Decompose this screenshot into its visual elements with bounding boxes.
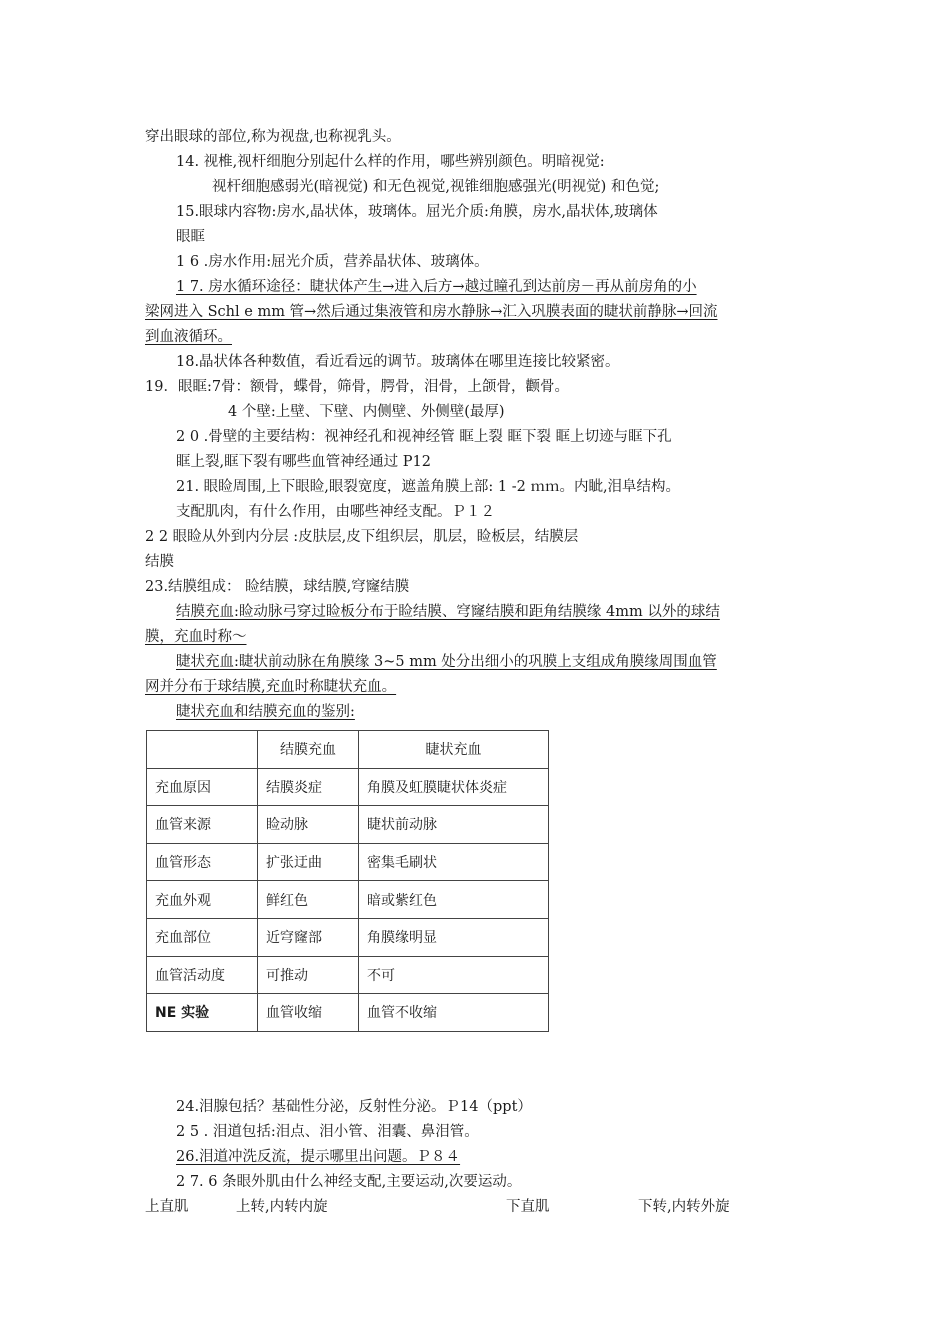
table-cell: 血管来源 — [147, 806, 258, 844]
table-row — [147, 806, 549, 844]
text-line: 4 个壁:上壁、下壁、内侧壁、外侧壁(最厚) — [228, 404, 505, 420]
comparison-table — [146, 730, 549, 1032]
table-header-cell: 结膜充血 — [258, 731, 359, 769]
text-line: 18.晶状体各种数值，看近看远的调节。玻璃体在哪里连接比较紧密。 — [176, 354, 620, 370]
table-cell: 血管收缩 — [258, 994, 359, 1032]
table-cell: 暗或紫红色 — [359, 881, 549, 919]
muscle-action: 上转,内转内旋 — [236, 1199, 328, 1215]
text-line: 14. 视椎,视杆细胞分别起什么样的作用，哪些辨别颜色。明暗视觉: — [176, 154, 605, 170]
table-cell: 血管形态 — [147, 843, 258, 881]
table-cell: 睑动脉 — [258, 806, 359, 844]
table-cell: 睫状前动脉 — [359, 806, 549, 844]
text-line: 网并分布于球结膜,充血时称睫状充血。 — [145, 679, 397, 695]
table-cell: 密集毛刷状 — [359, 843, 549, 881]
text-line: 穿出眼球的部位,称为视盘,也称视乳头。 — [145, 129, 401, 145]
text-line: 睫状充血和结膜充血的鉴别: — [176, 704, 355, 720]
muscle-name: 下直肌 — [506, 1199, 550, 1215]
table-cell: NE 实验 — [147, 994, 258, 1032]
muscle-action: 下转,内转外旋 — [638, 1199, 730, 1215]
text-line: 1 7. 房水循环途径：睫状体产生→进入后方→越过瞳孔到达前房－再从前房角的小 — [176, 279, 697, 295]
text-line: 23.结膜组成： 睑结膜，球结膜,穹窿结膜 — [145, 579, 410, 595]
text-line: 2 7. 6 条眼外肌由什么神经支配,主要运动,次要运动。 — [176, 1174, 522, 1190]
text-line: 19．眼眶:7骨：额骨，蝶骨，筛骨，腭骨，泪骨，上颌骨，颧骨。 — [145, 379, 570, 395]
text-line: 眶上裂,眶下裂有哪些血管神经通过 P12 — [176, 454, 431, 470]
text-line: 支配肌肉，有什么作用，由哪些神经支配。Ｐ１２ — [176, 504, 495, 520]
muscle-name: 上直肌 — [145, 1199, 189, 1215]
table-row — [147, 881, 549, 919]
table-cell: 不可 — [359, 956, 549, 994]
table-header-row — [147, 731, 549, 769]
table-cell: 充血原因 — [147, 768, 258, 806]
table-cell: 结膜炎症 — [258, 768, 359, 806]
table-cell: 血管活动度 — [147, 956, 258, 994]
text-line: 15.眼球内容物:房水,晶状体，玻璃体。屈光介质:角膜，房水,晶状体,玻璃体 — [176, 204, 658, 220]
table-cell: 近穹窿部 — [258, 918, 359, 956]
text-line: 膜，充血时称～ — [145, 629, 247, 645]
table-row — [147, 956, 549, 994]
table-cell: 充血部位 — [147, 918, 258, 956]
table-header-cell: 睫状充血 — [359, 731, 549, 769]
text-line: 2 2 眼睑从外到内分层 :皮肤层,皮下组织层，肌层，睑板层，结膜层 — [145, 529, 579, 545]
table-cell: 鲜红色 — [258, 881, 359, 919]
table-cell: 充血外观 — [147, 881, 258, 919]
table-cell: 扩张迂曲 — [258, 843, 359, 881]
table-row — [147, 994, 549, 1032]
text-line: 1 6 .房水作用:屈光介质，营养晶状体、玻璃体。 — [176, 254, 489, 270]
table-cell: 血管不收缩 — [359, 994, 549, 1032]
table-header-cell — [147, 731, 258, 769]
text-line: 21. 眼睑周围,上下眼睑,眼裂宽度，遮盖角膜上部: 1 -2 ｍｍ。内眦,泪阜结构。 — [176, 479, 681, 495]
text-line: 26.泪道冲洗反流，提示哪里出问题。Ｐ８４ — [176, 1149, 461, 1165]
table-row — [147, 918, 549, 956]
table-cell: 可推动 — [258, 956, 359, 994]
text-line: 24.泪腺包括？基础性分泌，反射性分泌。Ｐ14（ppt） — [176, 1099, 532, 1115]
text-line: 视杆细胞感弱光(暗视觉) 和无色视觉,视锥细胞感强光(明视觉) 和色觉; — [212, 179, 660, 195]
table-cell: 角膜缘明显 — [359, 918, 549, 956]
table-row — [147, 843, 549, 881]
text-line: 结膜充血:睑动脉弓穿过睑板分布于睑结膜、穹窿结膜和距角结膜缘 4mm 以外的球结 — [176, 604, 720, 620]
text-line: 结膜 — [145, 554, 174, 570]
text-line: 梁网进入 Schl e mm 管→然后通过集液管和房水静脉→汇入巩膜表面的睫状前静脉→回流 — [145, 304, 718, 320]
text-line: 2 0 .骨壁的主要结构：视神经孔和视神经管 眶上裂 眶下裂 眶上切迹与眶下孔 — [176, 429, 672, 445]
text-line: 到血液循环。 — [145, 329, 232, 345]
text-line: 睫状充血:睫状前动脉在角膜缘 3~5 mm 处分出细小的巩膜上支组成角膜缘周围血管 — [176, 654, 717, 670]
text-line: 眼眶 — [176, 229, 205, 245]
table-cell: 角膜及虹膜睫状体炎症 — [359, 768, 549, 806]
table-row — [147, 768, 549, 806]
text-line: 2 5 . 泪道包括:泪点、泪小管、泪囊、鼻泪管。 — [176, 1124, 479, 1140]
